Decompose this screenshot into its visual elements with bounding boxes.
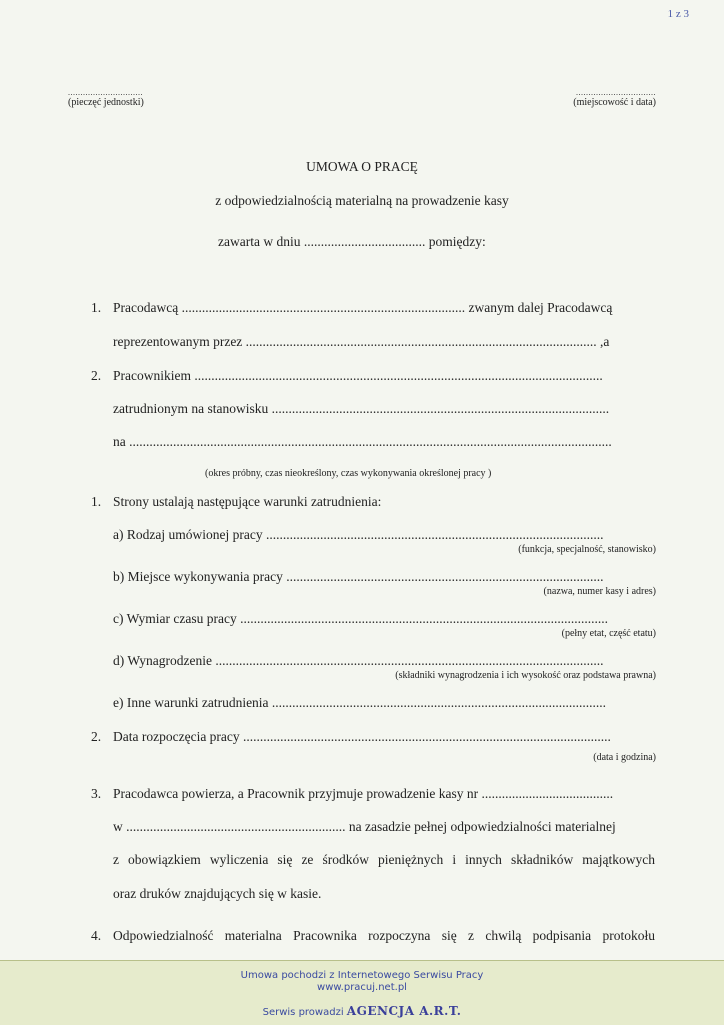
- seal-label: (pieczęć jednostki): [68, 97, 144, 108]
- cash-desk-line-2: w ................................................................. na zasadzie pełnej odpowiedzialności materialnej: [113, 819, 616, 834]
- terms-intro-text: Strony ustalają następujące warunki zatrudnienia:: [113, 494, 382, 509]
- party-employee: [91, 368, 603, 384]
- concluded-line: zawarta w dniu .................................... pomiędzy:: [218, 234, 486, 249]
- item-number: 1.: [91, 494, 102, 509]
- place-date-label: (miejscowość i data): [573, 97, 656, 108]
- agency-logo: AGENCJA A.R.T.: [346, 1004, 462, 1018]
- term-a-note: (funkcja, specjalność, stanowisko): [518, 544, 656, 555]
- document-title: UMOWA O PRACĘ: [306, 159, 418, 174]
- cash-desk-line-4: oraz druków znajdujących się w kasie.: [113, 886, 322, 901]
- term-e: e) Inne warunki zatrudnienia ...................................................................................................: [113, 695, 607, 710]
- place-date-field: [573, 88, 656, 108]
- footer-banner: [0, 960, 724, 1025]
- term-d: d) Wynagrodzenie ...................................................................................................................: [113, 653, 604, 668]
- employer-line: Pracodawcą .................................................................................... zwanym dalej Pracodawcą: [113, 300, 613, 315]
- period-line: na ...............................................................................................................................................: [113, 434, 612, 449]
- document-subtitle: z odpowiedzialnością materialną na prowadzenie kasy: [215, 193, 509, 208]
- liability-line: Odpowiedzialność materialna Pracownika rozpoczyna się z chwilą podpisania protokołu: [113, 928, 655, 943]
- item-number: 1.: [91, 300, 102, 315]
- start-date: [91, 729, 611, 745]
- position-line: zatrudnionym na stanowisku ....................................................................................................: [113, 401, 610, 416]
- liability-clause: [91, 928, 655, 944]
- cash-desk-line-1: Pracodawca powierza, a Pracownik przyjmuje prowadzenie kasy nr .......................................: [113, 786, 614, 801]
- seal-dots: ..............................: [68, 88, 143, 97]
- footer-operator-prefix: Serwis prowadzi: [262, 1007, 344, 1018]
- party-employer: [91, 300, 612, 316]
- seal-field: [68, 88, 144, 108]
- start-date-line: Data rozpoczęcia pracy .............................................................................................................: [113, 729, 611, 744]
- cash-desk-line-3: z obowiązkiem wyliczenia się ze środków pieniężnych i innych składników majątkowych: [113, 852, 655, 867]
- item-number: 2.: [91, 368, 102, 383]
- footer-source-text: Umowa pochodzi z Internetowego Serwisu Pracy: [240, 970, 484, 981]
- footer-operator: [0, 1004, 724, 1018]
- term-a: a) Rodzaj umówionej pracy ....................................................................................................: [113, 527, 604, 542]
- item-number: 4.: [91, 928, 102, 943]
- cash-desk-clause: [91, 786, 613, 802]
- page-number: 1 z 3: [667, 8, 689, 20]
- start-date-note: (data i godzina): [593, 752, 656, 763]
- employee-line: Pracownikiem .........................................................................................................................: [113, 368, 603, 383]
- footer-website-link[interactable]: www.pracuj.net.pl: [317, 982, 407, 993]
- term-b-note: (nazwa, numer kasy i adres): [543, 586, 656, 597]
- term-c-note: (pełny etat, część etatu): [561, 628, 656, 639]
- item-number: 2.: [91, 729, 102, 744]
- term-b: b) Miejsce wykonywania pracy ..............................................................................................: [113, 569, 604, 584]
- item-number: 3.: [91, 786, 102, 801]
- representative-line: reprezentowanym przez ........................................................................................................ ,a: [113, 334, 610, 349]
- term-c: c) Wymiar czasu pracy .............................................................................................................: [113, 611, 608, 626]
- terms-intro: [91, 494, 381, 510]
- term-d-note: (składniki wynagrodzenia i ich wysokość oraz podstawa prawna): [395, 670, 656, 681]
- period-note: (okres próbny, czas nieokreślony, czas wykonywania określonej pracy ): [205, 468, 492, 479]
- place-date-dots: ................................: [576, 88, 656, 97]
